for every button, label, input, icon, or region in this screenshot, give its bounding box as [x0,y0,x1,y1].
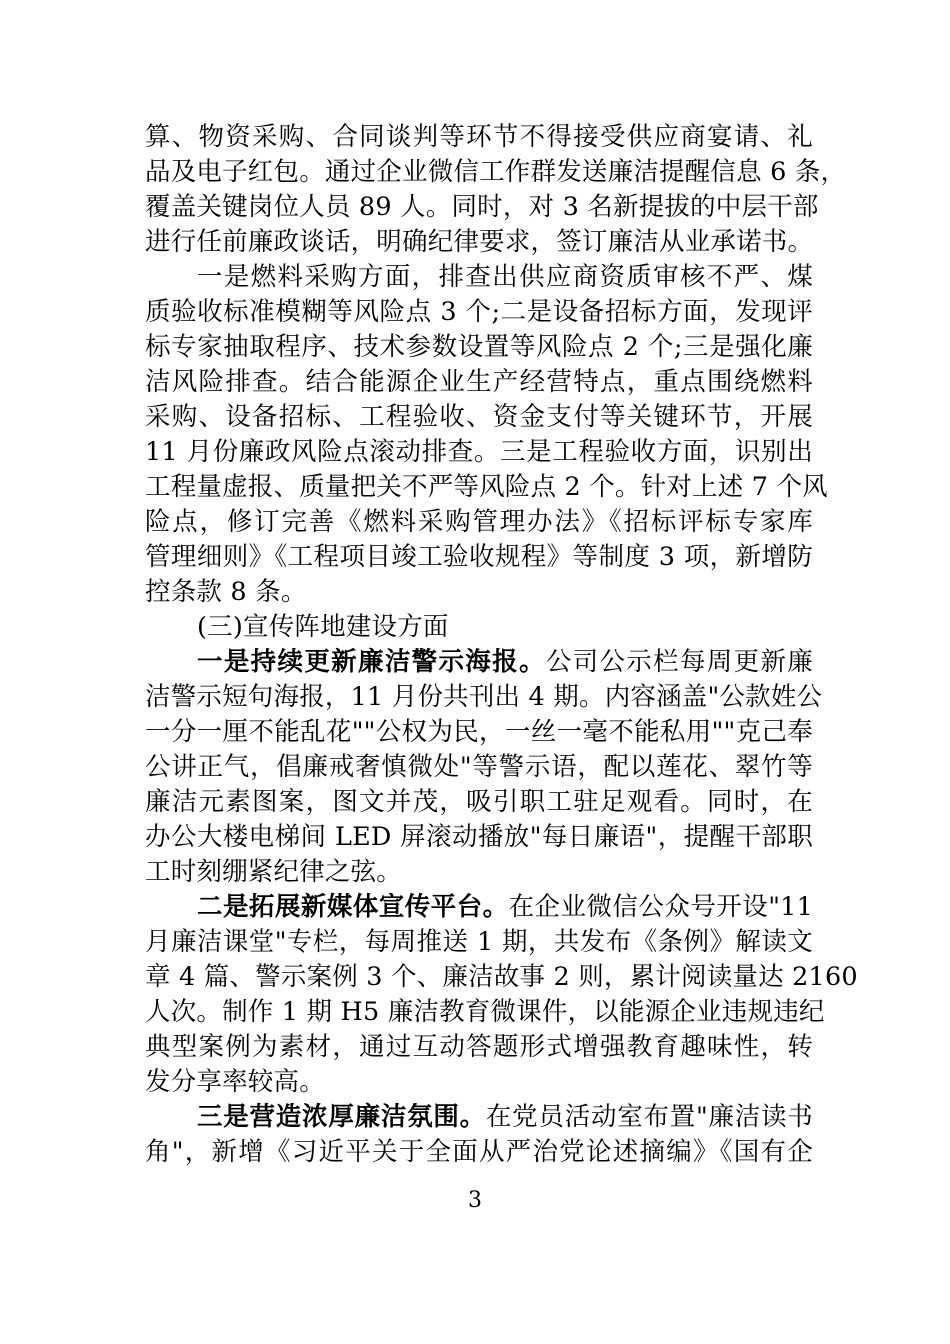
text-line: 公讲正气，倡廉戒奢慎微处"等警示语，配以莲花、翠竹等 [145,752,813,782]
paragraph [145,260,828,610]
paragraph [145,1100,813,1170]
text-line: 采购、设备招标、工程验收、资金支付等关键环节，开展 [145,402,813,432]
paragraph-lead: 二是拓展新媒体宣传平台。 [197,892,509,922]
paragraph [145,645,823,890]
text-line: 办公大楼电梯间 LED 屏滚动播放"每日廉语"，提醒干部职 [145,822,813,852]
text-line: 管理细则》《工程项目竣工验收规程》等制度 3 项，新增防 [145,542,813,572]
text-line: 控条款 8 条。 [145,577,307,607]
text-line: 品及电子红包。通过企业微信工作群发送廉洁提醒信息 6 条， [145,157,847,187]
text-line: 发分享率较高。 [145,1067,325,1097]
section-heading [145,610,813,645]
text-line: 一是燃料采购方面，排查出供应商资质审核不严、煤 [197,262,813,292]
text-line: 人次。制作 1 期 H5 廉洁教育微课件，以能源企业违规违纪 [145,997,825,1027]
paragraph [145,120,847,260]
text-line [145,1100,813,1135]
paragraph-lead: 一是持续更新廉洁警示海报。 [197,647,546,677]
page-number: 3 [468,1188,482,1213]
text-line: 质验收标准模糊等风险点 3 个;二是设备招标方面，发现评 [145,297,813,327]
text-fragment: 公司公示栏每周更新廉 [545,647,813,677]
text-line: 11 月份廉政风险点滚动排查。三是工程验收方面，识别出 [145,437,813,467]
paragraph-lead: 三是营造浓厚廉洁氛围。 [197,1102,486,1132]
text-line: 洁风险排查。结合能源企业生产经营特点，重点围绕燃料 [145,367,813,397]
text-line: 险点，修订完善《燃料采购管理办法》《招标评标专家库 [145,507,813,537]
text-line: 标专家抽取程序、技术参数设置等风险点 2 个;三是强化廉 [145,332,813,362]
text-line: (三)宣传阵地建设方面 [197,612,449,642]
text-line: 工时刻绷紧纪律之弦。 [145,857,403,887]
text-line [145,645,813,680]
paragraph [145,890,858,1100]
text-line: 廉洁元素图案，图文并茂，吸引职工驻足观看。同时，在 [145,787,813,817]
text-fragment: 在党员活动室布置"廉洁读书 [485,1102,813,1132]
text-line: 典型案例为素材，通过互动答题形式增强教育趣味性，转 [145,1032,813,1062]
text-line [145,890,813,925]
text-line: 工程量虚报、质量把关不严等风险点 2 个。针对上述 7 个风 [145,472,828,502]
text-fragment: 在企业微信公众号开设"11 [508,892,813,922]
text-line: 算、物资采购、合同谈判等环节不得接受供应商宴请、礼 [145,122,813,152]
text-line: 月廉洁课堂"专栏，每周推送 1 期，共发布《条例》解读文 [145,927,813,957]
text-line: 进行任前廉政谈话，明确纪律要求，签订廉洁从业承诺书。 [145,227,814,257]
text-line: 洁警示短句海报，11 月份共刊出 4 期。内容涵盖"公款姓公 [145,682,823,712]
text-line: 章 4 篇、警示案例 3 个、廉洁故事 2 则，累计阅读量达 2160 [145,962,858,992]
text-line: 一分一厘不能乱花""公权为民，一丝一毫不能私用""克己奉 [145,717,813,747]
text-line: 覆盖关键岗位人员 89 人。同时，对 3 名新提拔的中层干部 [145,192,819,222]
text-line: 角"，新增《习近平关于全面从严治党论述摘编》《国有企 [145,1137,813,1167]
document-body [145,120,858,1170]
